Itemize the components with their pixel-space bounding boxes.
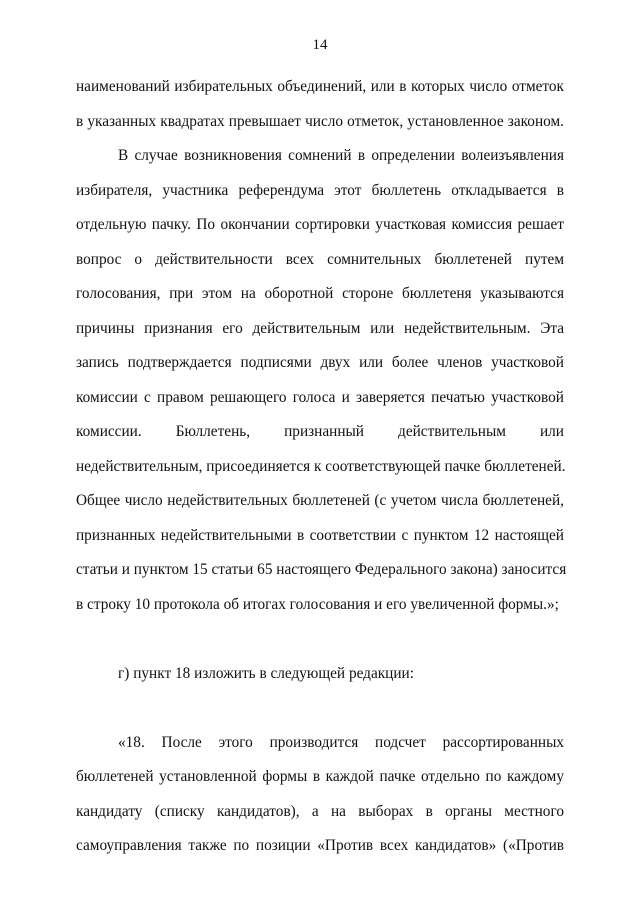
text-line: В случае возникновения сомнений в определении волеизъявления xyxy=(118,147,564,164)
paragraph-gap xyxy=(76,628,564,663)
text-line: Общее число недействительных бюллетеней (с учетом числа бюллетеней, xyxy=(76,492,564,509)
text-line: признанных недействительными в соответствии с пунктом 12 настоящей xyxy=(76,526,564,544)
text-line: комиссии. Бюллетень, признанный действительным или xyxy=(76,423,564,440)
text-line: «18. После этого производится подсчет рассортированных xyxy=(118,733,564,751)
page-number: 14 xyxy=(312,37,328,53)
text-line: самоуправления также по позиции «Против всех кандидатов» («Против xyxy=(76,837,564,854)
body-text xyxy=(76,76,567,870)
text-line: статьи и пунктом 15 статьи 65 настоящего Федерального закона) заносится xyxy=(76,561,567,578)
text-line: наименований избирательных объединений, или в которых число отметок xyxy=(76,78,564,95)
text-line: недействительным, присоединяется к соответствующей пачке бюллетеней. xyxy=(76,457,566,475)
text-line: голосования, при этом на оборотной стороне бюллетеня указываются xyxy=(76,285,564,302)
text-line: вопрос о действительности всех сомнительных бюллетеней путем xyxy=(76,250,564,268)
text-line: г) пункт 18 изложить в следующей редакции: xyxy=(118,664,414,682)
paragraph-gap xyxy=(76,697,564,732)
text-line: избирателя, участника референдума этот бюллетень откладывается в xyxy=(76,181,564,199)
text-line: комиссии с правом решающего голоса и заверяется печатью участковой xyxy=(76,388,564,406)
text-line: кандидату (списку кандидатов), а на выборах в органы местного xyxy=(76,802,564,820)
text-line: запись подтверждается подписями двух или более членов участковой xyxy=(76,354,564,371)
text-line: в указанных квадратах превышает число отметок, установленное законом. xyxy=(76,112,564,130)
text-line: отдельную пачку. По окончании сортировки участковая комиссия решает xyxy=(76,216,564,233)
text-line: бюллетеней установленной формы в каждой пачке отдельно по каждому xyxy=(76,768,564,785)
text-line: причины признания его действительным или недействительным. Эта xyxy=(76,319,564,337)
text-line: в строку 10 протокола об итогах голосования и его увеличенной формы.»; xyxy=(76,595,559,613)
